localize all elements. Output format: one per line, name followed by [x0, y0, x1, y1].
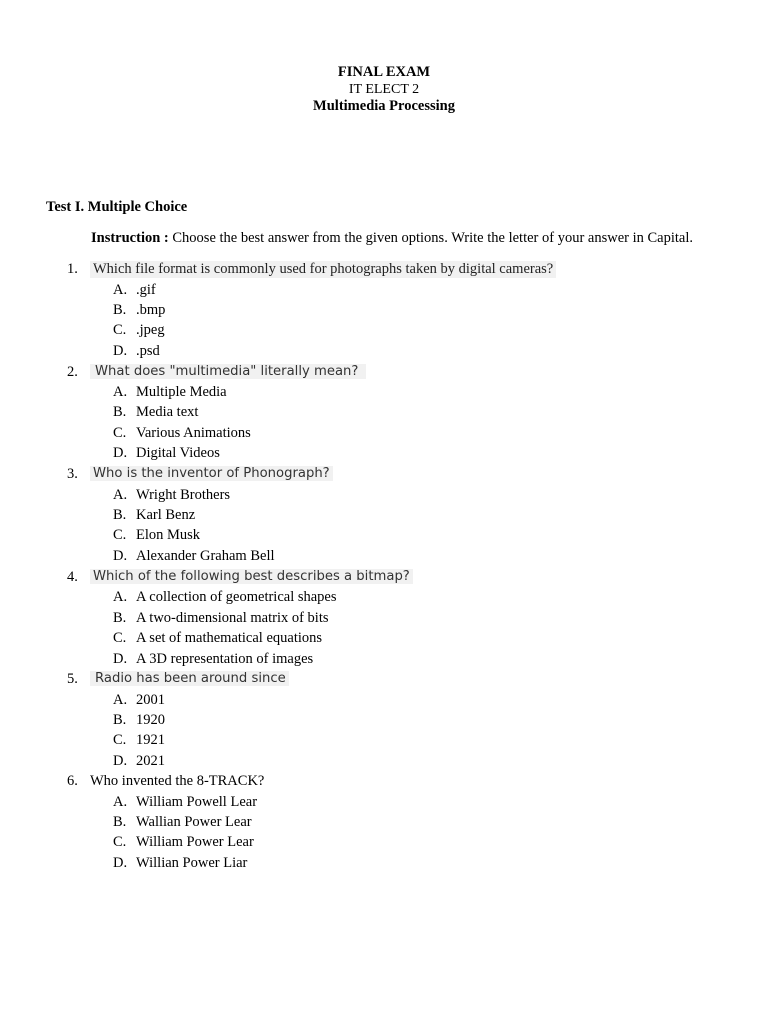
option-letter: B. — [113, 507, 127, 523]
option-text: A collection of geometrical shapes — [136, 589, 337, 605]
option-letter: D. — [113, 855, 128, 871]
option-text: Digital Videos — [136, 445, 220, 461]
question-number: 6. — [67, 773, 78, 789]
exam-title: FINAL EXAM — [337, 64, 431, 80]
question-text: Radio has been around since — [90, 671, 289, 686]
option-text: Various Animations — [136, 425, 251, 441]
option-letter: D. — [113, 651, 128, 667]
option-letter: C. — [113, 630, 127, 646]
option-letter: C. — [113, 834, 127, 850]
test-heading: Test I. Multiple Choice — [46, 199, 188, 215]
instruction-label: Instruction : — [91, 230, 169, 246]
question-text: Who is the inventor of Phonograph? — [90, 466, 333, 481]
question-text: Which file format is commonly used for photographs taken by digital cameras? — [90, 261, 556, 278]
option-letter: A. — [113, 487, 128, 503]
option-text: .gif — [136, 282, 156, 298]
option-letter: D. — [113, 548, 128, 564]
option-text: Wright Brothers — [136, 487, 231, 503]
option-text: 1921 — [136, 732, 165, 748]
option-letter: B. — [113, 404, 127, 420]
option-text: A set of mathematical equations — [136, 630, 323, 646]
option-text: A two-dimensional matrix of bits — [136, 610, 329, 626]
option-text: Multiple Media — [136, 384, 227, 400]
option-text: 1920 — [136, 712, 165, 728]
question-text: Which of the following best describes a bitmap? — [90, 569, 413, 584]
option-text: A 3D representation of images — [136, 651, 314, 667]
course-code: IT ELECT 2 — [348, 82, 420, 97]
question-number: 3. — [67, 466, 78, 482]
option-text: Wallian Power Lear — [136, 814, 252, 830]
option-letter: A. — [113, 692, 128, 708]
question-number: 4. — [67, 569, 78, 585]
option-text: Media text — [136, 404, 199, 420]
instruction — [91, 230, 693, 247]
option-letter: A. — [113, 282, 128, 298]
option-text: Alexander Graham Bell — [136, 548, 275, 564]
question-number: 2. — [67, 364, 78, 380]
option-text: Willian Power Liar — [136, 855, 248, 871]
option-letter: D. — [113, 445, 128, 461]
question-text: Who invented the 8-TRACK? — [90, 773, 265, 789]
option-text: 2001 — [136, 692, 165, 708]
option-letter: C. — [113, 527, 127, 543]
option-letter: A. — [113, 589, 128, 605]
option-letter: A. — [113, 794, 128, 810]
option-text: 2021 — [136, 753, 165, 769]
option-text: Karl Benz — [136, 507, 196, 523]
subject-title: Multimedia Processing — [313, 98, 455, 114]
question-text: What does "multimedia" literally mean? — [90, 364, 366, 379]
option-letter: B. — [113, 610, 127, 626]
option-letter: B. — [113, 302, 127, 318]
option-letter: B. — [113, 814, 127, 830]
option-letter: C. — [113, 322, 127, 338]
option-letter: C. — [113, 732, 127, 748]
option-text: William Power Lear — [136, 834, 254, 850]
instruction-text: Choose the best answer from the given options. Write the letter of your answer in Capital. — [172, 230, 693, 246]
option-text: William Powell Lear — [136, 794, 258, 810]
option-text: .psd — [136, 343, 160, 359]
option-text: .jpeg — [136, 322, 165, 338]
option-letter: B. — [113, 712, 127, 728]
option-text: Elon Musk — [136, 527, 201, 543]
question-number: 1. — [67, 261, 78, 277]
option-letter: D. — [113, 343, 128, 359]
option-letter: A. — [113, 384, 128, 400]
option-text: .bmp — [136, 302, 166, 318]
option-letter: D. — [113, 753, 128, 769]
option-letter: C. — [113, 425, 127, 441]
question-number: 5. — [67, 671, 78, 687]
